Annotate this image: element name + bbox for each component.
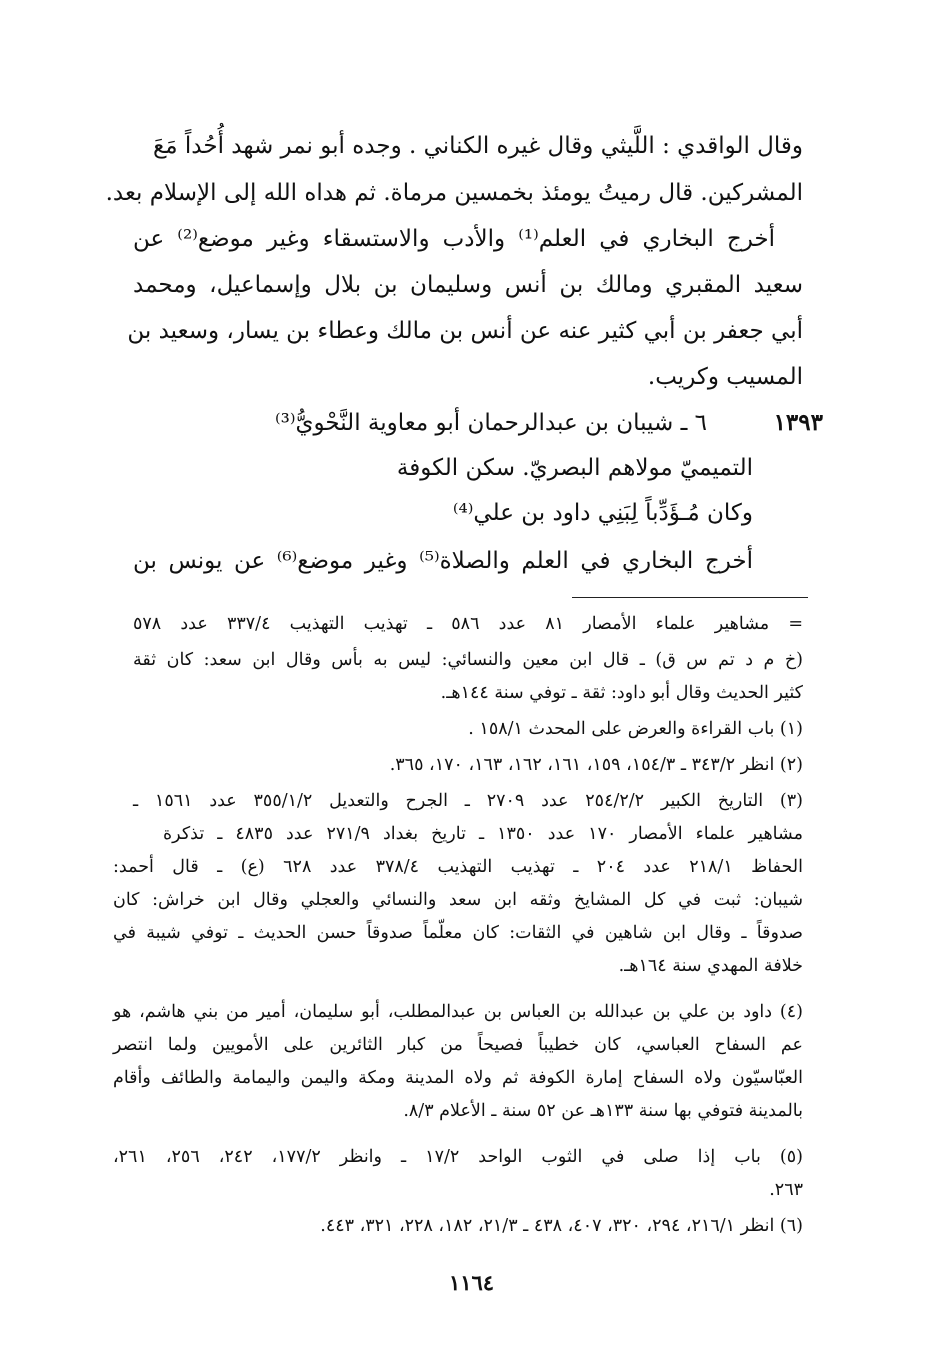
footnote-3-line-4: شيبان: ثبت في كل المشايخ وثقه ابن سعد والنسائي والعجلي وقال ابن خراش: كان [113,890,803,910]
footnote-6: (٦) انظر ٢١٦/١، ٢٩٤، ٣٢٠، ٤٠٧، ٤٣٨ ـ ٢١/٣، ١٨٢، ٢٢٨، ٣٢١، ٤٤٣. [320,1216,803,1236]
footnote-separator [572,597,808,598]
entry-line-2: التميميّ مولاهم البصريّ. سكن الكوفة [396,455,753,481]
entry-line-3: وكان مُـؤَدِّباً لِبَنِي داود بن علي⁽⁴⁾ [452,500,753,526]
footnote-3-line-2: مشاهير علماء الأمصار ١٧٠ عدد ١٣٥٠ ـ تاريخ بغداد ٢٧١/٩ عدد ٤٨٣٥ ـ تذكرة [163,824,803,844]
footnote-2: (٢) انظر ٣٤٣/٢ ـ ١٥٤/٣، ١٥٩، ١٦١، ١٦٢، ١٦٣، ١٧٠، ٣٦٥. [389,755,803,775]
footnote-3-line-5: صدوقاً ـ وقال ابن شاهين في الثقات: كان معلّماً صدوقاً حسن الحديث ـ توفي شيبة في [113,923,803,943]
footnote-3-line-3: الحفاظ ٢١٨/١ عدد ٢٠٤ ـ تهذيب التهذيب ٣٧٨/٤ عدد ٦٢٨ (ع) ـ قال أحمد: [113,857,803,877]
main-line-1: وقال الواقدي : اللَّيثي وقال غيره الكناني . وجده أبو نمر شهد أُحُداً مَعَ [153,133,803,159]
entry-heading: ٦ ـ شيبان بن عبدالرحمان أبو معاوية النَّحْويُّ⁽³⁾ [274,410,707,436]
footnote-4-line-2: عم السفاح العباسي، كان خطيباً فصيحاً من كبار الثائرين على الأمويين ولما انتصر [113,1035,803,1055]
main-line-2: المشركين. قال رميتُ يومئذ بخمسين مرماة. ثم هداه الله إلى الإسلام بعد. [105,180,803,206]
footnote-1: (١) باب القراءة والعرض على المحدث ١٥٨/١ . [468,719,803,739]
footnote-4-line-3: العبّاسيّون ولاه السفاح إمارة الكوفة ثم ولاه المدينة ومكة واليمن واليمامة والطائف وأقام [113,1068,803,1088]
footnote-4-line-1: (٤) داود بن علي بن عبدالله بن العباس بن عبدالمطلب، أبو سليمان، أمير من بني هاشم، هو [113,1002,803,1022]
footnote-3-line-1: (٣) التاريخ الكبير ٢٥٤/٢/٢ عدد ٢٧٠٩ ـ الجرح والتعديل ٣٥٥/١/٢ عدد ١٥٦١ ـ [133,791,803,811]
footnote-5-line-1: (٥) باب إذا صلى في الثوب الواحد ١٧/٢ ـ وانظر ١٧٧/٢، ٢٤٢، ٢٥٦، ٢٦١، [113,1147,803,1167]
entry-line-4: أخرج البخاري في العلم والصلاة⁽⁵⁾ وغير موضع⁽⁶⁾ عن يونس بن [133,548,753,574]
main-line-5: أبي جعفر بن أبي كثير عنه عن أنس بن مالك وعطاء بن يسار، وسعيد بن [127,318,803,344]
main-line-6: المسيب وكريب. [647,364,803,390]
footnote-5-line-2: ٢٦٣. [769,1180,803,1200]
main-line-3: أخرج البخاري في العلم⁽¹⁾ والأدب والاستسقاء وغير موضع⁽²⁾ عن [133,226,775,252]
footnote-3-line-6: خلافة المهدي سنة ١٦٤هـ. [618,956,803,976]
main-line-4: سعيد المقبري ومالك بن أنس وسليمان بن بلال وإسماعيل، ومحمد [133,272,803,298]
footnote-continued-line-2: (خ م د تم س ق) ـ قال ابن معين والنسائي: ليس به بأس وقال ابن سعد: كان ثقة [133,650,803,670]
entry-number: ١٣٩٣ [773,409,823,436]
footnote-continued-line-1: = مشاهير علماء الأمصار ٨١ عدد ٥٨٦ ـ تهذيب التهذيب ٣٣٧/٤ عدد ٥٧٨ [133,614,804,634]
footnote-4-line-4: بالمدينة فتوفي بها سنة ١٣٣هـ عن ٥٢ سنة ـ الأعلام ٨/٣. [403,1101,803,1121]
footnote-continued-line-3: كثير الحديث وقال أبو داود: ثقة ـ توفي سنة ١٤٤هـ. [440,683,803,703]
page-number: ١١٦٤ [448,1270,495,1295]
